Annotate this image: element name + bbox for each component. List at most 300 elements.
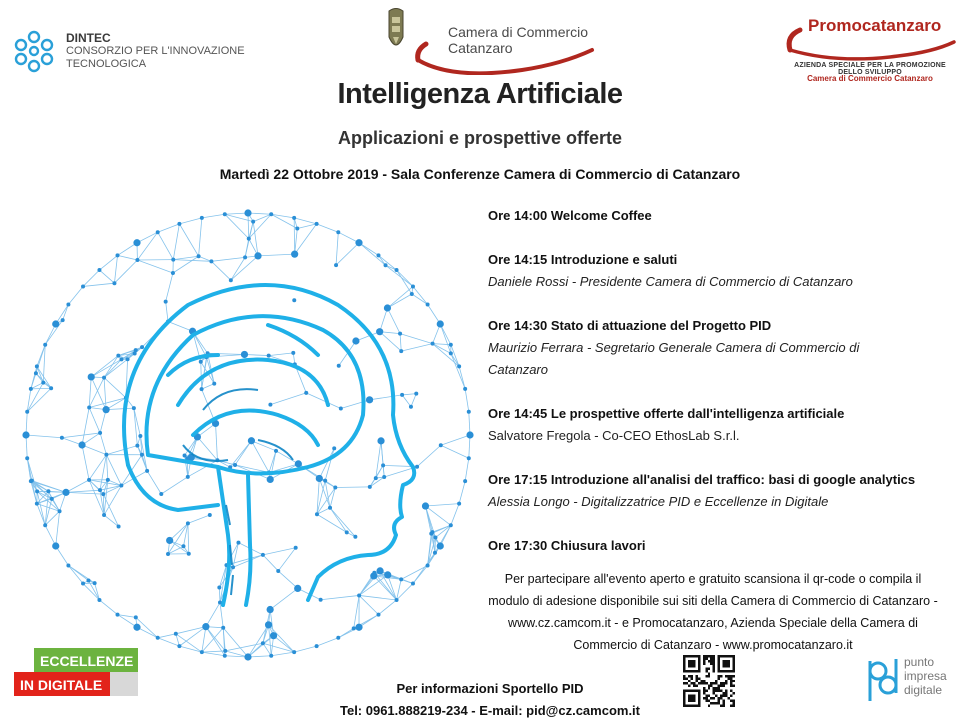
network-node <box>50 497 54 501</box>
network-node <box>58 509 62 513</box>
network-node <box>274 449 278 453</box>
network-node <box>66 303 70 307</box>
qr-cell <box>708 675 710 677</box>
network-node <box>171 258 175 262</box>
network-node <box>164 300 168 304</box>
network-node <box>381 463 385 467</box>
qr-cell <box>713 702 715 704</box>
network-line <box>168 321 193 331</box>
network-line <box>202 652 225 656</box>
network-node <box>233 463 237 467</box>
network-node <box>353 535 357 539</box>
network-node <box>166 552 170 556</box>
qr-cell <box>703 697 705 699</box>
qr-cell <box>705 657 707 659</box>
punto-impresa-digitale-logo <box>864 655 960 705</box>
qr-cell <box>730 677 732 679</box>
qr-cell <box>703 655 705 657</box>
promo-subtitle-2: Camera di Commercio Catanzaro <box>807 74 933 83</box>
network-line <box>413 286 428 304</box>
qr-code-icon[interactable] <box>683 655 735 707</box>
network-line <box>336 243 359 265</box>
agenda-item-speaker: Maurizio Ferrara - Segretario Generale Camera di Commercio di Catanzaro <box>488 340 860 377</box>
qr-cell <box>708 685 710 687</box>
network-node <box>133 352 137 356</box>
network-line <box>271 652 294 656</box>
network-node <box>117 525 121 529</box>
qr-cell <box>708 700 710 702</box>
network-line <box>89 377 91 408</box>
qr-cell <box>703 692 705 694</box>
network-line <box>206 603 220 627</box>
network-node <box>200 650 204 654</box>
network-line <box>89 378 104 408</box>
qr-cell <box>698 677 700 679</box>
qr-cell <box>730 700 732 702</box>
qr-cell <box>713 660 715 662</box>
qr-cell <box>693 685 695 687</box>
network-node <box>457 502 461 506</box>
network-line <box>161 477 188 494</box>
agenda-item-speaker: Salvatore Fregola - Co-CEO EthosLab S.r.l. <box>488 428 740 443</box>
network-line <box>330 487 335 507</box>
network-line <box>83 270 99 286</box>
network-line <box>253 214 271 221</box>
qr-cell <box>703 690 705 692</box>
info-contact: Tel: 0961.888219-234 - E-mail: pid@cz.camcom.it <box>339 703 640 718</box>
network-node <box>62 489 69 496</box>
network-node <box>352 337 359 344</box>
network-node <box>200 387 204 391</box>
qr-cell <box>723 702 725 704</box>
network-node <box>97 268 101 272</box>
network-line <box>451 504 459 526</box>
qr-cell <box>718 675 720 677</box>
agenda-item-title: Ore 14:15 Introduzione e saluti <box>488 252 678 267</box>
network-line <box>401 565 427 579</box>
network-line <box>274 636 295 652</box>
network-line <box>179 224 198 256</box>
network-node <box>104 453 108 457</box>
network-node <box>400 393 404 397</box>
network-node <box>295 226 299 230</box>
network-node <box>384 304 391 311</box>
network-node <box>166 537 173 544</box>
network-node <box>181 544 185 548</box>
network-node <box>267 476 274 483</box>
network-node <box>126 357 130 361</box>
network-line <box>435 525 450 537</box>
network-line <box>99 600 117 615</box>
network-line <box>103 494 118 526</box>
network-node <box>376 567 383 574</box>
network-line <box>387 308 400 334</box>
network-node <box>409 405 413 409</box>
network-node <box>35 489 39 493</box>
agenda-item-title: Ore 17:30 Chiusura lavori <box>488 538 646 553</box>
event-dateline: Martedì 22 Ottobre 2019 - Sala Conferenze Camera di Commercio di Catanzaro <box>219 166 741 182</box>
qr-cell <box>695 680 697 682</box>
qr-cell <box>690 675 692 677</box>
network-line <box>173 224 179 260</box>
qr-cell <box>715 690 717 692</box>
pid-line1: punto <box>904 655 935 669</box>
network-node <box>87 478 91 482</box>
network-node <box>376 328 383 335</box>
network-line <box>230 441 251 467</box>
network-node <box>292 216 296 220</box>
network-node <box>43 343 47 347</box>
network-line <box>104 515 118 527</box>
qr-cell <box>710 657 712 659</box>
network-node <box>384 263 388 267</box>
network-node <box>199 360 203 364</box>
network-line <box>258 254 295 256</box>
network-node <box>268 403 272 407</box>
qr-cell <box>730 675 732 677</box>
network-line <box>68 565 94 583</box>
network-node <box>336 636 340 640</box>
qr-cell <box>690 682 692 684</box>
qr-cell <box>720 682 722 684</box>
network-line <box>158 638 180 646</box>
eccellenze-in-digitale-logo <box>12 646 144 698</box>
qr-cell <box>703 662 705 664</box>
network-line <box>317 514 347 532</box>
network-node <box>449 351 453 355</box>
network-node <box>41 381 45 385</box>
qr-cell <box>730 705 732 707</box>
qr-cell <box>718 700 720 702</box>
network-node <box>463 479 467 483</box>
agenda-item <box>488 249 948 293</box>
qr-cell <box>713 692 715 694</box>
network-node <box>159 492 163 496</box>
qr-cell <box>703 680 705 682</box>
qr-cell <box>708 667 710 669</box>
network-node <box>270 632 277 639</box>
network-node <box>399 349 403 353</box>
qr-cell <box>705 695 707 697</box>
network-line <box>114 255 117 283</box>
network-node <box>426 563 430 567</box>
network-line <box>321 595 359 599</box>
network-node <box>368 485 372 489</box>
network-line <box>295 228 298 254</box>
qr-cell <box>723 692 725 694</box>
qr-cell <box>710 655 712 657</box>
qr-cell <box>695 685 697 687</box>
network-line <box>211 257 245 261</box>
network-line <box>397 270 412 294</box>
qr-cell <box>720 705 722 707</box>
qr-cell <box>713 667 715 669</box>
network-line <box>428 532 433 565</box>
network-line <box>158 232 174 259</box>
network-line <box>188 523 189 553</box>
network-line <box>68 286 83 304</box>
network-node <box>336 230 340 234</box>
qr-cell <box>718 677 720 679</box>
network-node <box>93 581 97 585</box>
network-node <box>337 364 341 368</box>
qr-cell <box>705 700 707 702</box>
network-line <box>202 384 215 389</box>
network-node <box>229 278 233 282</box>
network-node <box>236 541 240 545</box>
network-node <box>46 489 50 493</box>
agenda-item-speaker: Daniele Rossi - Presidente Camera di Commercio di Catanzaro <box>488 274 853 289</box>
dintec-name: DINTEC <box>66 30 111 45</box>
qr-cell <box>688 675 690 677</box>
qr-cell <box>720 697 722 699</box>
network-line <box>223 628 248 657</box>
network-node <box>334 263 338 267</box>
network-node <box>223 212 227 216</box>
qr-cell <box>703 682 705 684</box>
network-node <box>52 542 59 549</box>
network-line <box>465 458 469 481</box>
network-line <box>66 490 100 492</box>
network-line <box>26 435 62 438</box>
network-line <box>179 646 201 652</box>
network-line <box>231 256 258 280</box>
network-line <box>387 294 411 308</box>
qr-cell <box>713 655 715 657</box>
network-node <box>116 613 120 617</box>
network-node <box>241 351 248 358</box>
network-node <box>352 626 356 630</box>
network-node <box>134 615 138 619</box>
network-line <box>380 332 402 351</box>
network-line <box>56 511 60 546</box>
network-line <box>147 471 161 494</box>
qr-cell <box>713 662 715 664</box>
network-line <box>386 265 413 286</box>
qr-cell <box>733 685 735 687</box>
qr-cell <box>720 685 722 687</box>
network-node <box>102 376 106 380</box>
network-node <box>433 551 437 555</box>
qr-finder <box>688 660 695 667</box>
network-line <box>269 353 294 356</box>
network-line <box>158 224 180 232</box>
network-node <box>103 406 110 413</box>
qr-cell <box>685 677 687 679</box>
network-line <box>413 565 428 583</box>
network-node <box>87 405 91 409</box>
qr-cell <box>700 680 702 682</box>
network-line <box>397 270 413 286</box>
network-node <box>332 446 336 450</box>
network-node <box>377 437 384 444</box>
promocatanzaro-logo <box>778 14 958 86</box>
network-node <box>35 364 39 368</box>
network-node <box>291 351 295 355</box>
network-line <box>381 441 383 465</box>
qr-cell <box>733 700 735 702</box>
network-node <box>410 292 414 296</box>
network-node <box>433 536 437 540</box>
network-node <box>395 268 399 272</box>
network-line <box>219 587 220 602</box>
network-line <box>104 359 128 377</box>
agenda-item <box>488 315 948 381</box>
network-node <box>231 565 235 569</box>
qr-cell <box>718 685 720 687</box>
network-node <box>315 644 319 648</box>
network-line <box>99 255 117 270</box>
network-line <box>317 638 339 646</box>
network-node <box>223 654 227 658</box>
network-line <box>400 334 401 351</box>
camera-line2: Catanzaro <box>448 40 513 56</box>
network-line <box>459 366 465 388</box>
qr-cell <box>713 665 715 667</box>
network-node <box>316 475 323 482</box>
qr-cell <box>718 690 720 692</box>
network-line <box>270 588 298 609</box>
agenda-item <box>488 535 948 557</box>
network-node <box>102 513 106 517</box>
network-line <box>206 627 225 651</box>
network-node <box>244 209 251 216</box>
network-line <box>31 366 37 388</box>
qr-cell <box>730 695 732 697</box>
network-line <box>104 378 126 398</box>
network-node <box>269 654 273 658</box>
qr-cell <box>730 690 732 692</box>
network-node <box>140 453 144 457</box>
network-node <box>449 523 453 527</box>
event-title: Intelligenza Artificiale <box>337 78 623 110</box>
network-line <box>27 388 51 412</box>
qr-cell <box>730 682 732 684</box>
network-line <box>400 334 432 344</box>
network-node <box>399 577 403 581</box>
network-node <box>243 255 247 259</box>
qr-cell <box>705 697 707 699</box>
network-line <box>248 213 249 239</box>
qr-cell <box>723 700 725 702</box>
qr-cell <box>733 680 735 682</box>
network-node <box>398 332 402 336</box>
qr-cell <box>715 682 717 684</box>
network-line <box>89 480 104 515</box>
network-node <box>315 512 319 516</box>
qr-cell <box>713 690 715 692</box>
agenda <box>488 205 948 557</box>
network-line <box>82 445 106 455</box>
qr-cell <box>710 682 712 684</box>
network-line <box>270 393 306 405</box>
qr-cell <box>690 677 692 679</box>
network-node <box>372 571 376 575</box>
network-line <box>233 555 263 567</box>
eccellenze-line2: IN DIGITALE <box>20 677 103 693</box>
network-line <box>233 543 238 568</box>
network-node <box>415 465 419 469</box>
network-line <box>188 515 210 523</box>
registration-text: Per partecipare all'evento aperto e gratuito scansiona il qr-code o compila il modulo di adesione disponibile sui siti della Camera di Commercio di Catanzaro - www.cz.camcom.it - e Promocatanzaro, Azienda Speciale della Camera di Commercio di Catanzaro - www.promocatanzaro.it <box>488 572 938 652</box>
network-line <box>99 270 114 283</box>
network-node <box>411 284 415 288</box>
network-node <box>294 585 301 592</box>
network-line <box>83 283 114 286</box>
network-line <box>82 407 89 445</box>
qr-cell <box>705 670 707 672</box>
network-line <box>401 344 432 351</box>
network-line <box>325 481 330 508</box>
qr-cell <box>725 695 727 697</box>
network-line <box>378 600 396 615</box>
network-node <box>357 593 361 597</box>
network-node <box>395 598 399 602</box>
network-line <box>100 433 106 455</box>
qr-cell <box>725 690 727 692</box>
qr-cell <box>683 675 685 677</box>
network-line <box>459 481 465 503</box>
network-node <box>66 563 70 567</box>
qr-cell <box>705 690 707 692</box>
qr-cell <box>733 675 735 677</box>
network-line <box>66 480 89 493</box>
info-box <box>300 678 680 720</box>
network-node <box>261 553 265 557</box>
network-node <box>376 253 380 257</box>
network-node <box>430 530 434 534</box>
network-line <box>118 255 138 260</box>
network-node <box>319 598 323 602</box>
network-node <box>133 239 140 246</box>
network-node <box>437 320 444 327</box>
network-node <box>25 410 29 414</box>
network-node <box>265 621 272 628</box>
qr-cell <box>708 655 710 657</box>
agenda-item-title: Ore 14:00 Welcome Coffee <box>488 208 652 223</box>
qr-cell <box>715 702 717 704</box>
pid-line2: impresa <box>904 669 947 683</box>
qr-cell <box>720 695 722 697</box>
qr-cell <box>710 660 712 662</box>
network-node <box>254 252 261 259</box>
qr-cell <box>703 657 705 659</box>
qr-cell <box>713 697 715 699</box>
network-node <box>209 259 213 263</box>
qr-cell <box>713 687 715 689</box>
network-line <box>378 255 396 270</box>
network-node <box>439 443 443 447</box>
qr-cell <box>710 702 712 704</box>
network-node <box>116 354 120 358</box>
network-line <box>199 218 202 256</box>
qr-finder <box>723 660 730 667</box>
network-node <box>86 579 90 583</box>
network-node <box>81 582 85 586</box>
qr-cell <box>710 697 712 699</box>
network-line <box>359 243 386 266</box>
network-node <box>251 220 255 224</box>
network-node <box>295 460 302 467</box>
network-node <box>276 569 280 573</box>
qr-cell <box>720 690 722 692</box>
network-line <box>433 344 451 345</box>
qr-cell <box>693 682 695 684</box>
network-node <box>304 391 308 395</box>
network-line <box>104 359 121 377</box>
network-node <box>291 251 298 258</box>
qr-cell <box>718 702 720 704</box>
